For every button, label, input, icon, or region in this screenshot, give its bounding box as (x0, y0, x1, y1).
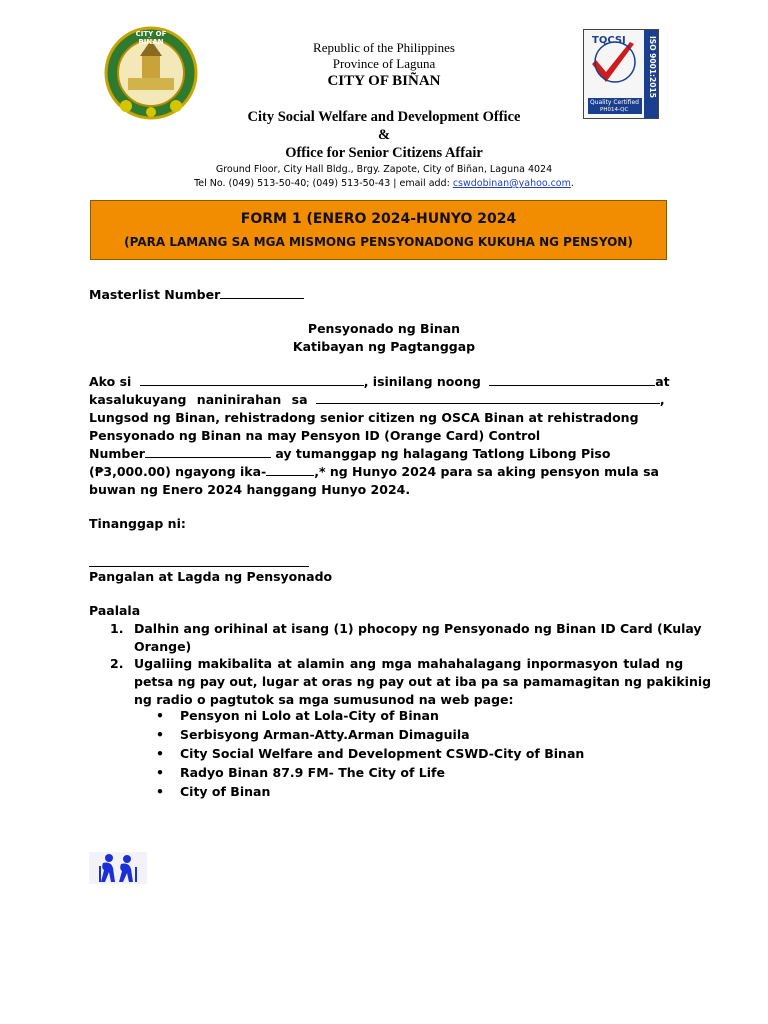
city-seal-logo (104, 26, 198, 120)
at-text: at (655, 374, 670, 389)
cert-bottom-text: Quality Certified (590, 99, 639, 106)
number-text: Number (89, 446, 145, 461)
cert-code-text: PH014-QC (600, 107, 629, 113)
signature-label: Pangalan at Lagda ng Pensyonado (89, 569, 333, 584)
paragraph-line-1 (89, 373, 681, 391)
list-item: • City Social Welfare and Development CSWD-City of Binan (156, 745, 636, 763)
name-blank[interactable] (140, 374, 364, 386)
seal-text: CITY OF BIÑAN (135, 30, 167, 46)
republic-line: Republic of the Philippines (313, 40, 455, 55)
item-number: 2. (110, 656, 124, 671)
control-number-blank[interactable] (145, 446, 271, 458)
list-item: • Radyo Binan 87.9 FM- The City of Life (156, 764, 636, 782)
signature-line[interactable] (89, 566, 309, 567)
birthdate-blank[interactable] (489, 374, 655, 386)
banner-title: FORM 1 (ENERO 2024-HUNYO 2024 (240, 211, 517, 227)
ako-si-text: Ako si (89, 374, 132, 389)
contact-prefix: Tel No. (049) 513-50-40; (049) 513-50-43 | email add: (194, 178, 453, 189)
isinilang-text: , isinilang noong (363, 374, 481, 389)
amount-text: (₱3,000.00) ngayong ika- (89, 464, 267, 479)
province-line: Province of Laguna (332, 56, 436, 71)
paragraph-line-3: Lungsod ng Binan, rehistradong senior citizen ng OSCA Binan at rehistradong (89, 410, 639, 425)
senior-citizens-icon (89, 852, 147, 884)
list-item: • City of Binan (156, 783, 636, 801)
tumanggap-text: ay tumanggap ng halagang Tatlong Libong Piso (270, 446, 611, 461)
email-link[interactable]: cswdobinan@yahoo.com (452, 178, 571, 189)
kasalukuyang-text: kasalukuyang naninirahan sa (89, 392, 308, 407)
list-item: • Serbisyong Arman-Atty.Arman Dimaguila (156, 726, 636, 744)
paalala-item-2 (110, 655, 712, 709)
masterlist-number (89, 286, 304, 304)
form-title-1: Pensyonado ng Binan (307, 321, 461, 336)
day-blank[interactable] (266, 464, 314, 476)
paalala-heading: Paalala (89, 603, 141, 618)
item-number: 1. (110, 621, 124, 636)
office-line-1: City Social Welfare and Development Office (247, 109, 521, 125)
paragraph-line-5 (89, 445, 681, 463)
contact-line (134, 177, 634, 191)
city-name: CITY OF BIÑAN (327, 73, 441, 89)
hunyo-text: ,* ng Hunyo 2024 para sa aking pensyon mula sa (314, 464, 659, 479)
iso-certification-logo (583, 29, 659, 119)
paragraph-line-6 (89, 463, 681, 481)
office-line-2: Office for Senior Citizens Affair (285, 145, 483, 161)
form-title-2: Katibayan ng Pagtanggap (292, 339, 476, 354)
item-2-line-3: ng radio o pagtutok sa mga sumusunod na web page: (134, 692, 514, 707)
cert-side-text: ISO 9001:2015 (648, 36, 657, 98)
received-by-label: Tinanggap ni: (89, 516, 186, 531)
contact-suffix: . (570, 178, 574, 189)
web-page-list (156, 707, 636, 801)
masterlist-blank[interactable] (220, 287, 304, 299)
list-item: • Pensyon ni Lolo at Lola-City of Binan (156, 707, 636, 725)
paragraph-line-7: buwan ng Enero 2024 hanggang Hunyo 2024. (89, 482, 411, 497)
ampersand: & (377, 127, 391, 143)
paalala-item-1 (110, 620, 702, 656)
item-2-line-2: petsa ng pay out, lugar at oras ng pay out at iba pa sa pamamagitan ng pakikinig (134, 674, 712, 689)
banner-subtitle: (PARA LAMANG SA MGA MISMONG PENSYONADONG KUKUHA NG PENSYON) (124, 235, 633, 249)
paragraph-line-4: Pensyonado ng Binan na may Pensyon ID (Orange Card) Control (89, 428, 541, 443)
paragraph-line-2 (89, 391, 681, 409)
item-1-line-1: Dalhin ang orihinal at isang (1) phocopy ng Pensyonado ng Binan ID Card (Kulay (134, 621, 702, 636)
form-banner (90, 200, 667, 260)
item-2-line-1: Ugaliing makibalita at alamin ang mga mahahalagang inpormasyon tulad ng (134, 656, 684, 671)
address-blank[interactable] (316, 392, 660, 404)
comma-text: , (659, 392, 665, 407)
masterlist-label: Masterlist Number (89, 287, 221, 302)
cert-top-text: TQCSI (592, 35, 626, 46)
address-line: Ground Floor, City Hall Bldg., Brgy. Zapote, City of Biñan, Laguna 4024 (215, 164, 553, 175)
item-1-line-2: Orange) (134, 639, 192, 654)
